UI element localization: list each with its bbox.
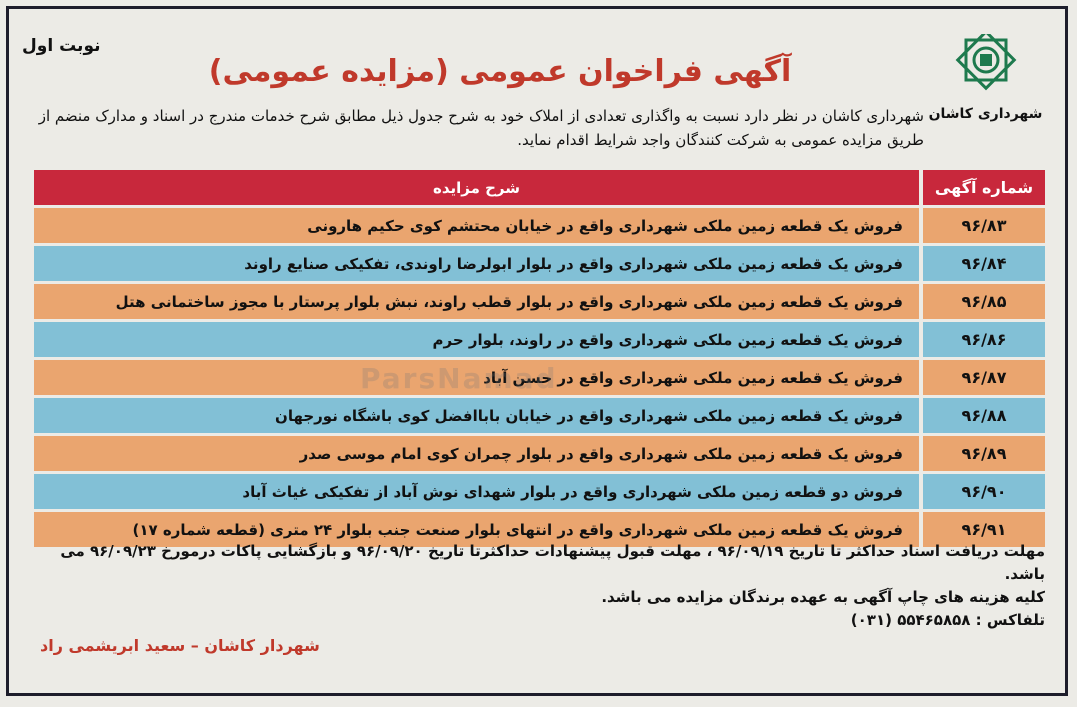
table-row <box>34 208 1045 243</box>
notice-round-label: نوبت اول <box>22 36 101 56</box>
intro-paragraph: شهرداری کاشان در نظر دارد نسبت به واگذاری تعدادی از املاک خود به شرح جدول ذیل مطابق شرح خدمات مندرج در اسناد و مدارک منضم از طریق مزایده عمومی به شرکت کنندگان واجد شرایط اقدام نماید. <box>38 107 924 149</box>
deadline-text: مهلت دریافت اسناد حداکثر تا تاریخ ۹۶/۰۹/۱۹ ، مهلت قبول پیشنهادات حداکثرتا تاریخ ۹۶/۰۹/۲۰ و بازگشایی پاکات درمورخ ۹۶/۰۹/۲۳ می باشد. <box>60 542 1045 583</box>
kashan-municipality-logo-icon <box>944 34 1028 100</box>
signature: شهردار کاشان – سعید ابریشمی راد <box>40 636 320 655</box>
row-number: ۹۶/۸۴ <box>923 246 1045 281</box>
auction-table <box>34 170 1045 550</box>
table-row <box>34 398 1045 433</box>
table-header-row <box>34 170 1045 205</box>
row-number: ۹۶/۸۵ <box>923 284 1045 319</box>
row-description: فروش یک قطعه زمین ملکی شهرداری واقع در بلوار چمران کوی امام موسی صدر <box>34 436 919 471</box>
table-row <box>34 322 1045 357</box>
costs-text: کلیه هزینه های چاپ آگهی به عهده برندگان مزایده می باشد. <box>601 588 1045 606</box>
page-title: آگهی فراخوان عمومی (مزایده عمومی) <box>208 54 792 89</box>
row-description: فروش دو قطعه زمین ملکی شهرداری واقع در بلوار شهدای نوش آباد از تفکیکی غیاث آباد <box>34 474 919 509</box>
telefax-text: تلفاکس : ۵۵۴۶۵۸۵۸ (۰۳۱) <box>850 611 1045 629</box>
row-description: فروش یک قطعه زمین ملکی شهرداری واقع در انتهای بلوار صنعت جنب بلوار ۲۴ متری (قطعه شماره ۱۷) <box>34 512 919 547</box>
row-number: ۹۶/۹۰ <box>923 474 1045 509</box>
row-description: فروش یک قطعه زمین ملکی شهرداری واقع در راوند، بلوار حرم <box>34 322 919 357</box>
footer-notes <box>34 540 1045 632</box>
org-name: شهرداری کاشان <box>928 106 1043 122</box>
watermark: ParsNamad <box>360 362 558 395</box>
row-description: فروش یک قطعه زمین ملکی شهرداری واقع در خیابان باباافضل کوی باشگاه نورجهان <box>34 398 919 433</box>
row-number: ۹۶/۸۹ <box>923 436 1045 471</box>
row-description: فروش یک قطعه زمین ملکی شهرداری واقع در بلوار قطب راوند، نبش بلوار پرستار با مجوز ساختمانی هتل <box>34 284 919 319</box>
row-number: ۹۶/۸۸ <box>923 398 1045 433</box>
row-description: فروش یک قطعه زمین ملکی شهرداری واقع در بلوار ابولرضا راوندی، تفکیکی صنایع راوند <box>34 246 919 281</box>
row-number: ۹۶/۸۷ <box>923 360 1045 395</box>
table-row <box>34 284 1045 319</box>
table-row <box>34 246 1045 281</box>
row-description: فروش یک قطعه زمین ملکی شهرداری واقع در خیابان محتشم کوی حکیم هارونی <box>34 208 919 243</box>
header-description: شرح مزایده <box>34 170 919 205</box>
row-number: ۹۶/۸۶ <box>923 322 1045 357</box>
row-description: فروش یک قطعه زمین ملکی شهرداری واقع در حسن آباد <box>34 360 919 395</box>
table-row <box>34 436 1045 471</box>
row-number: ۹۶/۸۳ <box>923 208 1045 243</box>
table-row <box>34 474 1045 509</box>
header-number: شماره آگهی <box>923 170 1045 205</box>
row-number: ۹۶/۹۱ <box>923 512 1045 547</box>
